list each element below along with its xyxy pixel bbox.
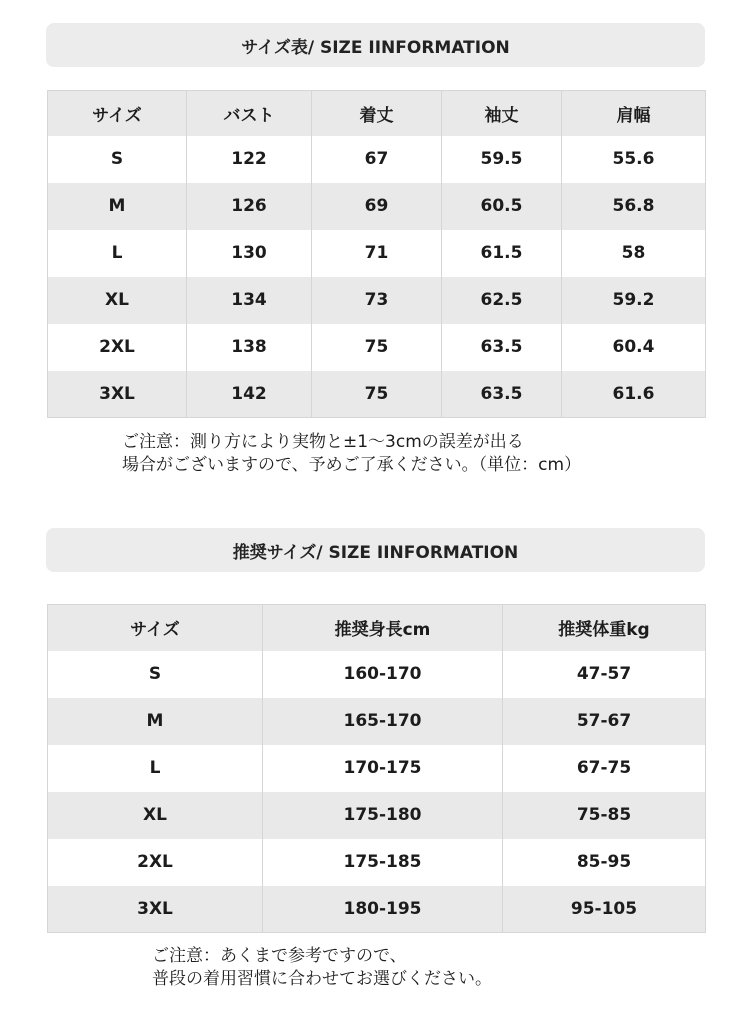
table-cell: L xyxy=(149,758,161,778)
table-row xyxy=(48,136,706,183)
table-cell: 63.5 xyxy=(442,324,562,371)
table-cell: 170-175 xyxy=(263,745,503,792)
table-cell: 95-105 xyxy=(503,886,706,933)
table-cell: 126 xyxy=(187,183,312,230)
table-cell: 58 xyxy=(562,230,706,277)
table-row xyxy=(48,230,706,277)
table-cell: 75 xyxy=(312,371,442,418)
column-header: サイズ xyxy=(130,620,180,641)
note-line: 場合がございますので、予めご了承ください。（単位：cm） xyxy=(122,455,582,475)
table-cell: 56.8 xyxy=(562,183,706,230)
table-cell: 75 xyxy=(312,324,442,371)
measurement-note xyxy=(122,431,581,477)
table-cell: 73 xyxy=(312,277,442,324)
table-cell: M xyxy=(108,196,126,216)
table-cell: 61.6 xyxy=(562,371,706,418)
column-header: バスト xyxy=(187,91,312,136)
table-cell: 60.5 xyxy=(442,183,562,230)
table-row xyxy=(48,324,706,371)
table-cell: 165-170 xyxy=(263,698,503,745)
table-row xyxy=(48,839,706,886)
recommended-size-table xyxy=(47,604,706,933)
table-cell: 142 xyxy=(187,371,312,418)
table-cell: 67 xyxy=(312,136,442,183)
note-line: ご注意：測り方により実物と±1～3cmの誤差が出る xyxy=(122,432,524,452)
table-cell: 75-85 xyxy=(503,792,706,839)
column-header: 推奨身長cm xyxy=(263,605,503,651)
table-cell: 175-185 xyxy=(263,839,503,886)
table-cell: 60.4 xyxy=(562,324,706,371)
table-cell: 3XL xyxy=(137,898,173,919)
table-cell: L xyxy=(111,243,123,263)
table-row xyxy=(48,886,706,933)
table-cell: 71 xyxy=(312,230,442,277)
table-cell: 2XL xyxy=(137,852,173,872)
table-cell: 69 xyxy=(312,183,442,230)
table-cell: 3XL xyxy=(99,383,135,404)
note-line: 普段の着用習慣に合わせてお選びください。 xyxy=(152,969,492,989)
table-cell: 85-95 xyxy=(503,839,706,886)
table-cell: 180-195 xyxy=(263,886,503,933)
table-cell: 138 xyxy=(187,324,312,371)
table-cell: 59.2 xyxy=(562,277,706,324)
recommendation-note xyxy=(152,945,492,991)
size-chart-table xyxy=(47,90,706,418)
table-row xyxy=(48,651,706,698)
table-cell: 63.5 xyxy=(442,371,562,418)
column-header: 袖丈 xyxy=(442,91,562,136)
table-cell: 47-57 xyxy=(503,651,706,698)
table-row xyxy=(48,698,706,745)
recommended-size-banner xyxy=(46,528,705,572)
note-line: ご注意：あくまで参考ですので、 xyxy=(152,946,407,966)
table-cell: 62.5 xyxy=(442,277,562,324)
table-cell: M xyxy=(146,711,164,731)
column-header: 肩幅 xyxy=(562,91,706,136)
table-cell: 61.5 xyxy=(442,230,562,277)
table-cell: 175-180 xyxy=(263,792,503,839)
table-cell: 134 xyxy=(187,277,312,324)
column-header: サイズ xyxy=(92,105,142,126)
column-header: 推奨体重kg xyxy=(503,605,706,651)
recommended-size-title: 推奨サイズ/ SIZE IINFORMATION xyxy=(232,542,519,563)
table-cell: 130 xyxy=(187,230,312,277)
table-cell: S xyxy=(110,149,124,169)
size-chart-title: サイズ表/ SIZE IINFORMATION xyxy=(241,37,510,58)
table-cell: XL xyxy=(143,805,167,825)
table-row xyxy=(48,745,706,792)
table-header-row xyxy=(48,91,706,136)
size-chart-banner xyxy=(46,23,705,67)
table-row xyxy=(48,183,706,230)
table-cell: 2XL xyxy=(99,337,135,357)
table-cell: 67-75 xyxy=(503,745,706,792)
table-row xyxy=(48,371,706,418)
table-row xyxy=(48,277,706,324)
table-cell: 55.6 xyxy=(562,136,706,183)
table-row xyxy=(48,792,706,839)
table-cell: XL xyxy=(105,290,129,310)
table-cell: 59.5 xyxy=(442,136,562,183)
table-header-row xyxy=(48,605,706,651)
table-cell: 122 xyxy=(187,136,312,183)
table-cell: 160-170 xyxy=(263,651,503,698)
table-cell: 57-67 xyxy=(503,698,706,745)
column-header: 着丈 xyxy=(312,91,442,136)
table-cell: S xyxy=(148,664,162,684)
